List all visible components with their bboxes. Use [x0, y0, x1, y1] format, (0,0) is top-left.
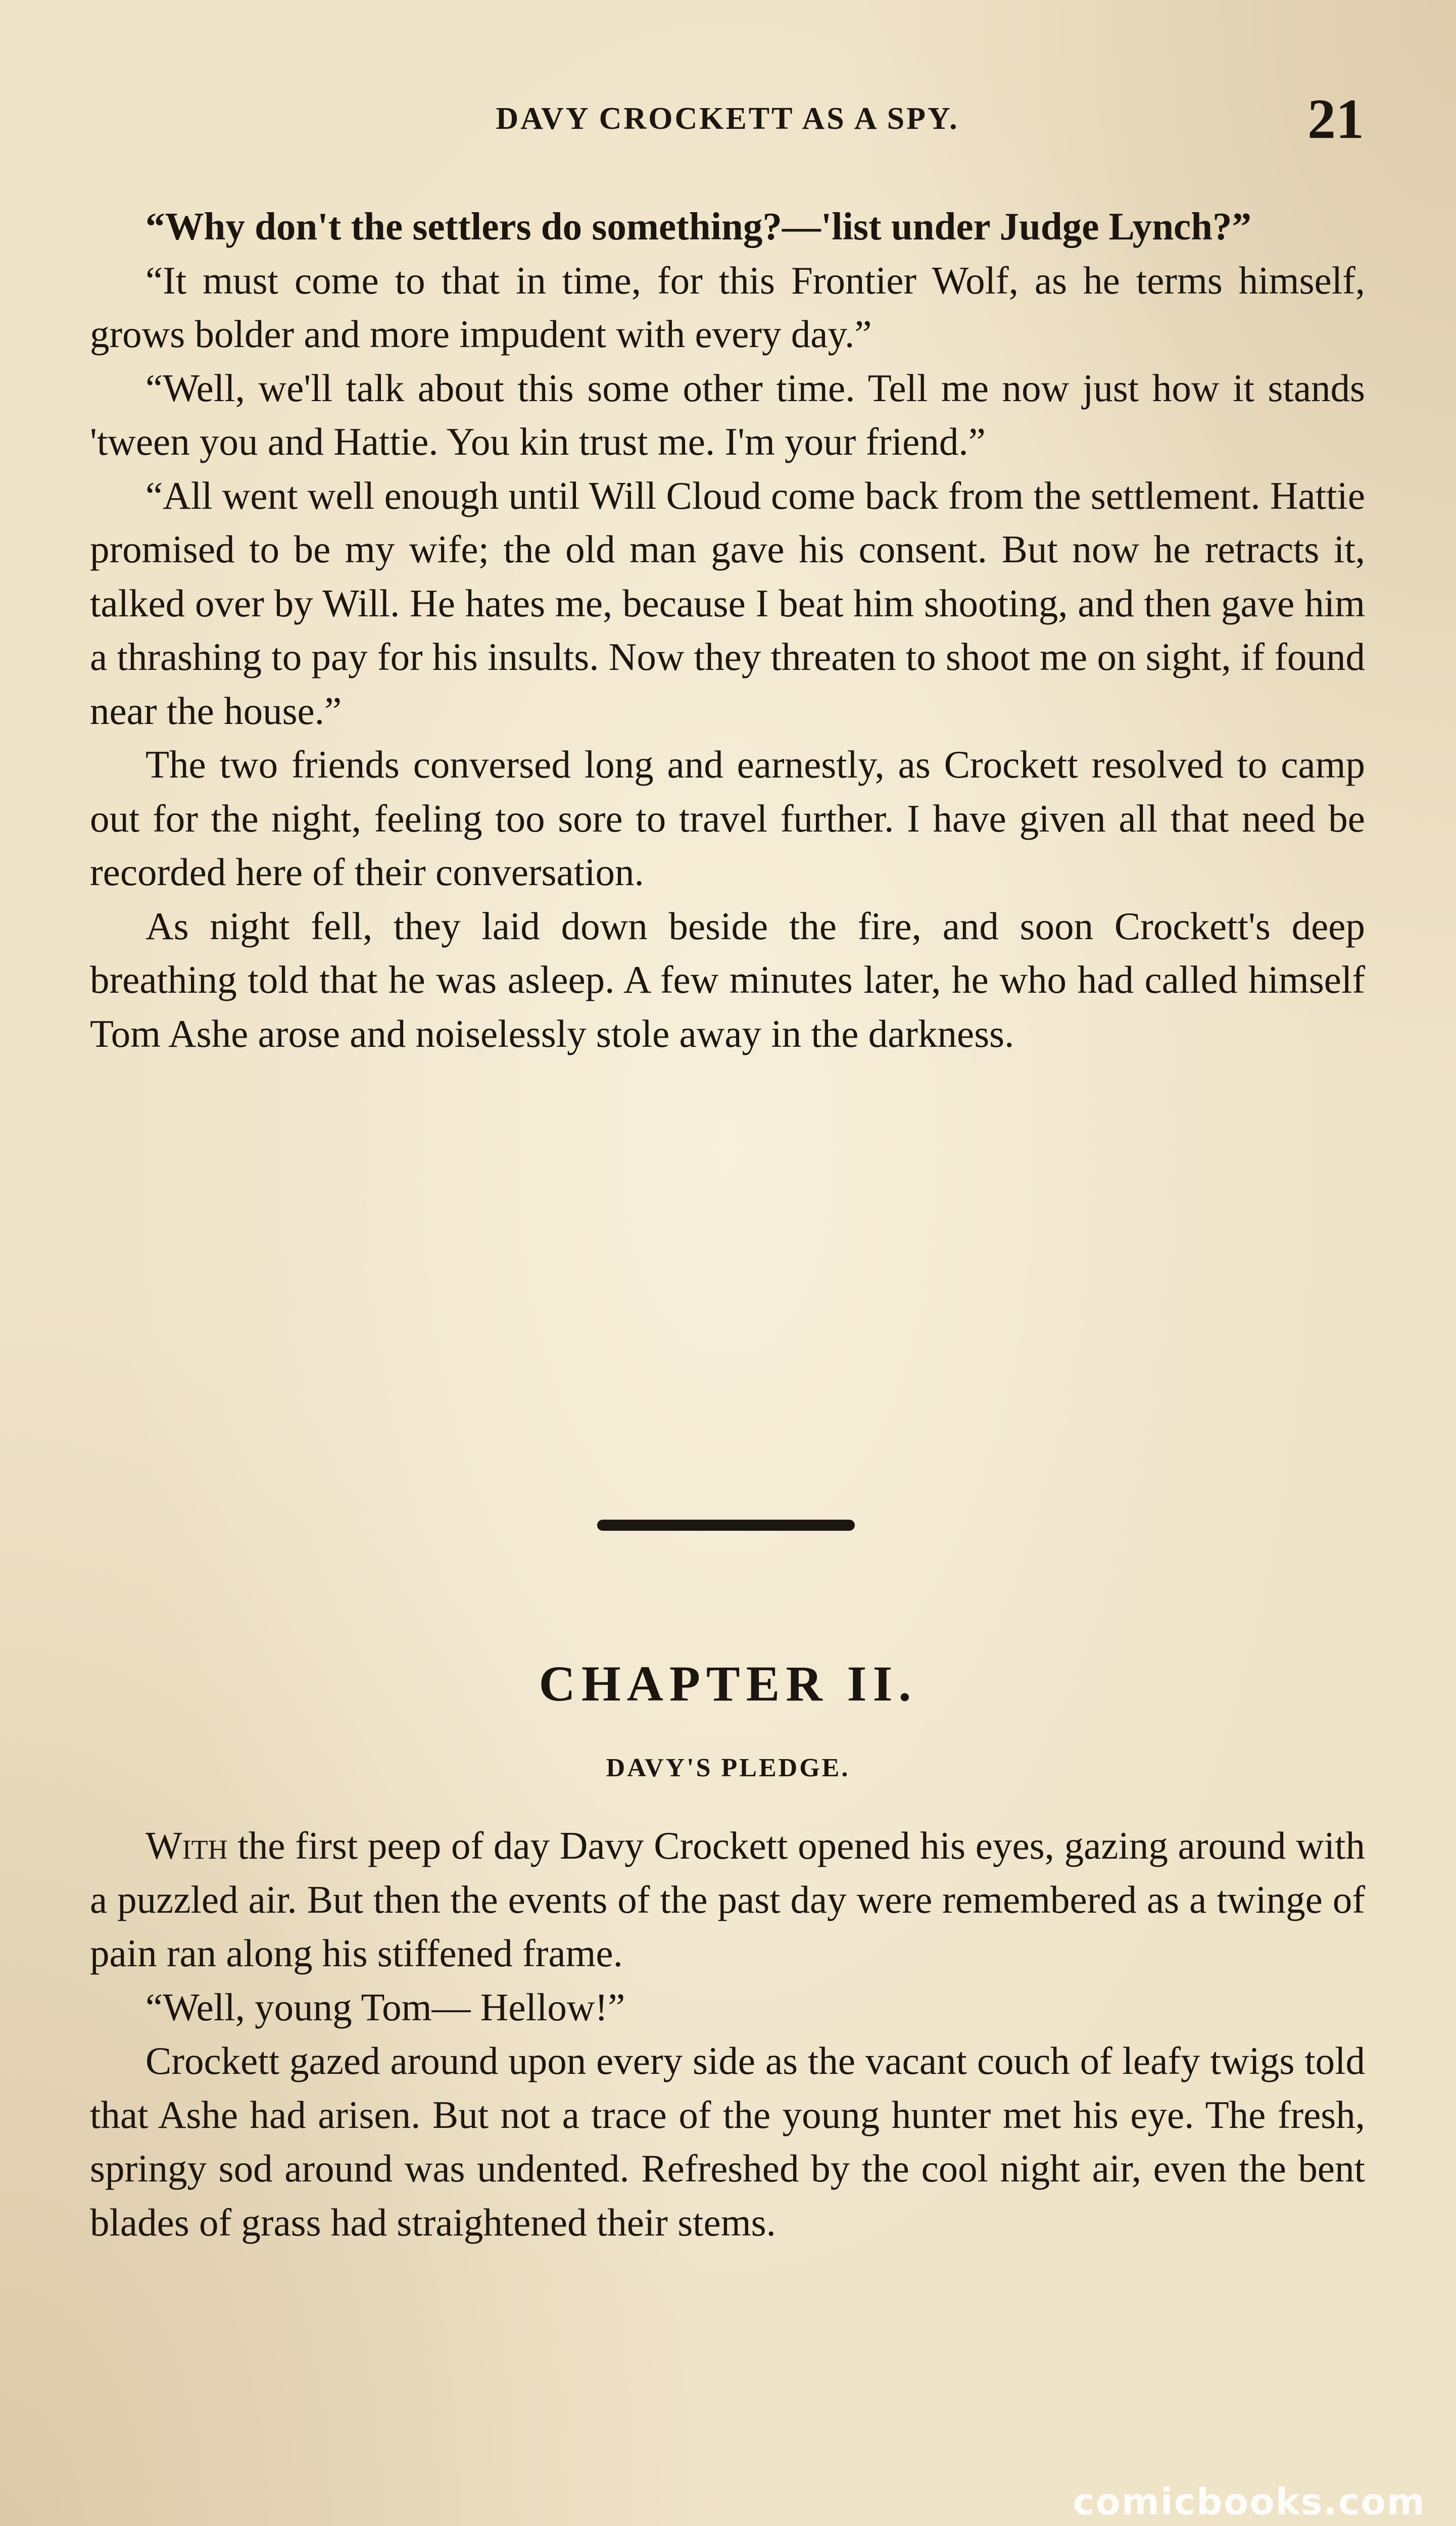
paragraph: “All went well enough until Will Cloud come back from the settlement. Hattie promised to be my wife; the old man gave his consent. But now he retracts it, talked over by Will. He hates me, because I beat him shooting, and then gave him a thrashing to pay for his insults. Now they threaten to shoot me on sight, if found near the house.”	[90, 473, 1365, 733]
chapter-subtitle: DAVY'S PLEDGE.	[606, 1754, 850, 1782]
running-title: DAVY CROCKETT AS A SPY.	[496, 102, 959, 136]
paragraph: “Why don't the settlers do something?—'list under Judge Lynch?”	[145, 205, 1252, 248]
body-text-chapter	[90, 1819, 1365, 2249]
paragraph: Crockett gazed around upon every side as the vacant couch of leafy twigs told that Ashe had arisen. But not a trace of the young hunter met his eye. The fresh, springy sod around was undented. Refreshed by the cool night air, even the bent blades of grass had straightened their stems.	[90, 2039, 1365, 2244]
paragraph: “It must come to that in time, for this Frontier Wolf, as he terms himself, grows bolder and more impudent with every day.”	[90, 258, 1365, 356]
paragraph: The two friends conversed long and earnestly, as Crockett resolved to camp out for the night, feeling too sore to travel further. I have given all that need be recorded here of their conversation.	[90, 743, 1365, 894]
paragraph: As night fell, they laid down beside the fire, and soon Crockett's deep breathing told that he was asleep. A few minutes later, he who had called himself Tom Ashe arose and noiselessly stole away in the darkness.	[90, 904, 1365, 1055]
paragraph-rest: the first peep of day Davy Crockett opened his eyes, gazing around with a puzzled air. But then the events of the past day were remembered as a twinge of pain ran along his stiffened frame.	[90, 1824, 1365, 1975]
body-text-top	[90, 200, 1365, 1060]
section-divider-rule	[597, 1520, 855, 1531]
paragraph	[90, 1819, 1365, 1980]
lead-word: With	[145, 1824, 228, 1867]
page-number: 21	[1307, 88, 1364, 151]
paragraph: “Well, we'll talk about this some other time. Tell me now just how it stands 'tween you and Hattie. You kin trust me. I'm your friend.”	[90, 366, 1365, 463]
running-head	[91, 88, 1364, 157]
paragraph: “Well, young Tom— Hellow!”	[145, 1985, 625, 2029]
watermark: comicbooks.com	[1073, 2481, 1426, 2523]
chapter-title: CHAPTER II.	[539, 1656, 917, 1712]
